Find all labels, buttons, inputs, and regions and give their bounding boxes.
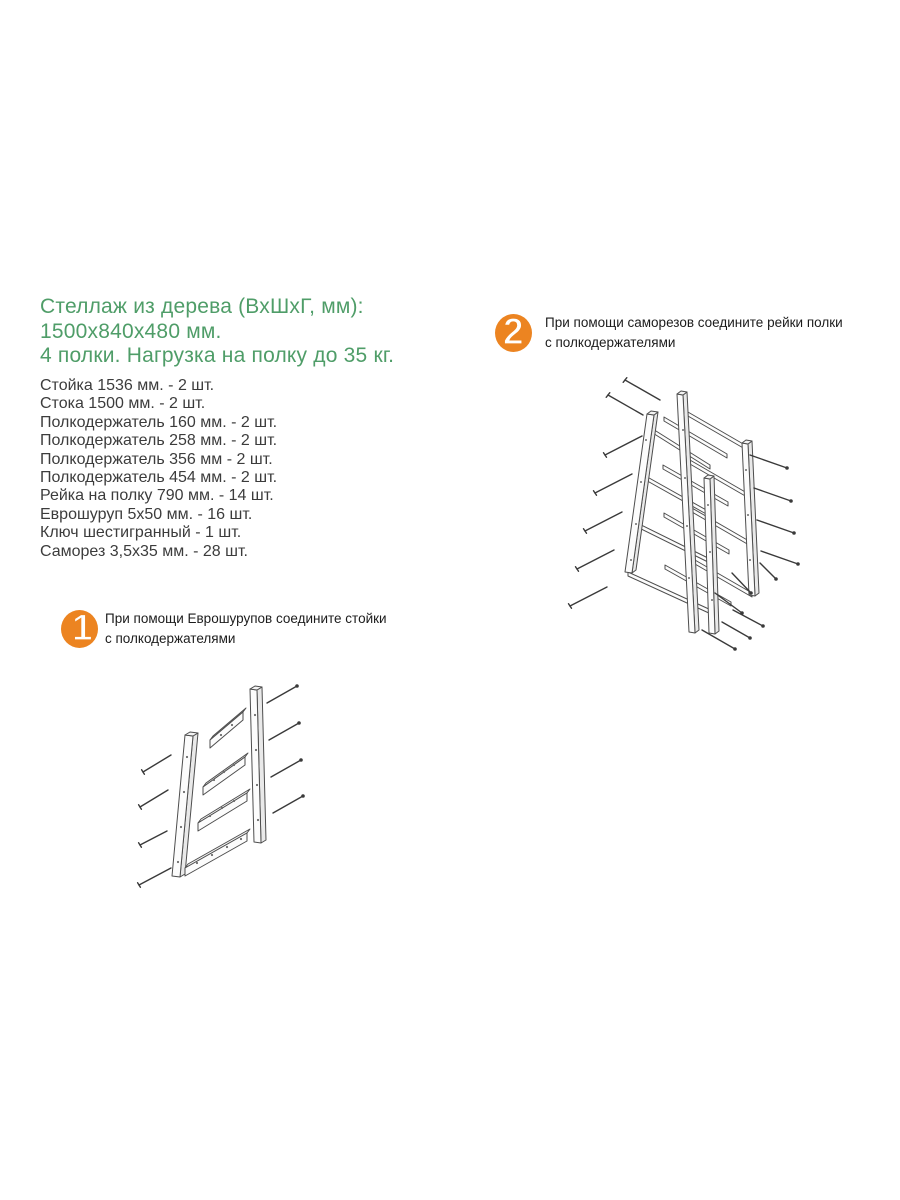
step1-instruction-line2: с полкодержателями <box>105 630 236 646</box>
parts-list-item: Стока 1500 мм. - 2 шт. <box>40 395 206 413</box>
step1-number-badge <box>61 607 98 648</box>
parts-list-item: Полкодержатель 160 мм. - 2 шт. <box>40 413 278 431</box>
parts-list <box>40 377 277 561</box>
step2-instruction <box>545 313 843 352</box>
step2-number: 2 <box>503 311 524 352</box>
parts-list-item: Стойка 1536 мм. - 2 шт. <box>40 377 215 394</box>
product-title-line2: 1500х840х480 мм. <box>40 319 222 343</box>
parts-list-item: Еврошуруп 5х50 мм. - 16 шт. <box>40 505 253 523</box>
step1-diagram <box>115 655 335 915</box>
step1-instruction <box>105 609 387 648</box>
parts-list-item: Полкодержатель 356 мм - 2 шт. <box>40 450 273 468</box>
step1-number: 1 <box>72 607 93 648</box>
parts-list-item: Полкодержатель 454 мм. - 2 шт. <box>40 469 278 487</box>
product-title-line1: Стеллаж из дерева (ВхШхГ, мм): <box>40 295 364 318</box>
parts-list-item: Полкодержатель 258 мм. - 2 шт. <box>40 432 278 450</box>
product-title <box>40 295 394 369</box>
step2-instruction-line2: с полкодержателями <box>545 334 676 350</box>
step2-instruction-line1: При помощи саморезов соедините рейки полки <box>545 315 843 330</box>
step1-screws <box>138 684 305 887</box>
step2-posts <box>625 391 759 634</box>
parts-list-item: Саморез 3,5х35 мм. - 28 шт. <box>40 542 248 560</box>
parts-list-item: Рейка на полку 790 мм. - 14 шт. <box>40 487 274 505</box>
product-title-line3: 4 полки. Нагрузка на полку до 35 кг. <box>40 344 395 367</box>
step2-diagram <box>550 360 830 660</box>
parts-list-item: Ключ шестигранный - 1 шт. <box>40 524 242 542</box>
step2-number-badge <box>495 311 532 352</box>
step1-instruction-line1: При помощи Еврошурупов соедините стойки <box>105 611 387 626</box>
